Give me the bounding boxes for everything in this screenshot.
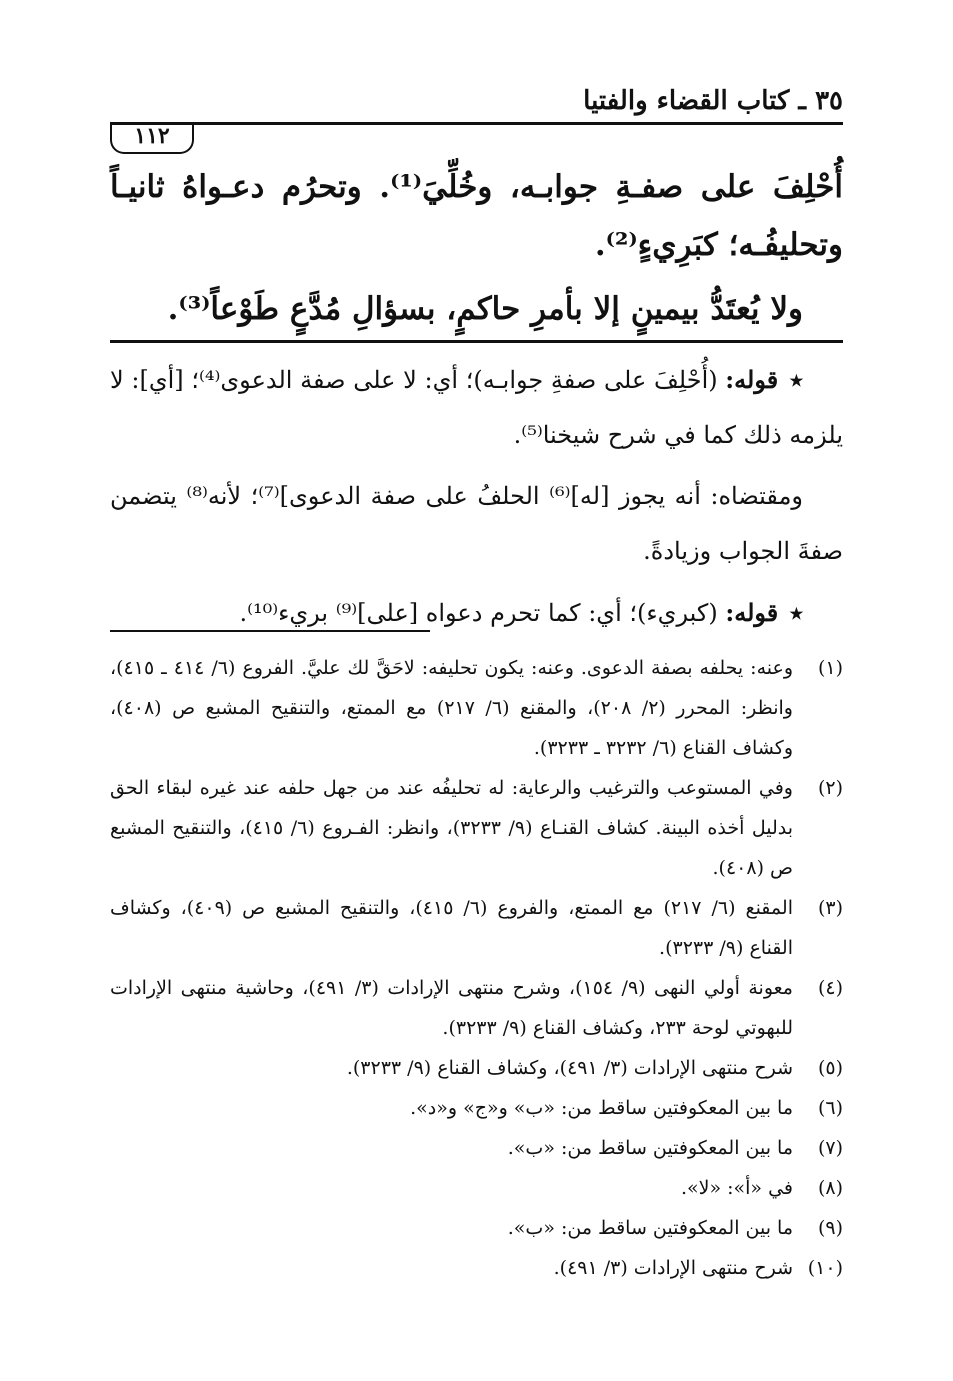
footnote-number: (٢): [817, 777, 843, 799]
footnote-text: معونة أولي النهى (٩/ ١٥٤)، وشرح منتهى الإرادات (٣/ ٤٩١)، وحاشية منتهى الإرادات للبهوتي لوحة ٢٣٣، وكشاف القناع (٩/ ٣٢٣٣).: [110, 977, 793, 1039]
commentary-label: قوله:: [725, 365, 779, 394]
footnote-text: ما بين المعكوفتين ساقط من: «ب».: [507, 1137, 793, 1159]
commentary-text: ومقتضاه: أنه يجوز [له]⁽⁶⁾ الحلفُ على صفة الدعوى]⁽⁷⁾؛ لأنه⁽⁸⁾ يتضمن صفةَ الجواب وزيادةً.: [110, 482, 843, 565]
footnote: [110, 1128, 843, 1168]
commentary-paragraph-1: [110, 352, 843, 463]
footnote-text: ما بين المعكوفتين ساقط من: «ب» و«ج» و«د».: [410, 1097, 793, 1119]
separator-rule: [110, 340, 843, 343]
footnote-rule: [110, 630, 430, 632]
footnote-number: (١٠): [807, 1257, 843, 1279]
footnote-text: شرح منتهى الإرادات (٣/ ٤٩١)، وكشاف القناع (٩/ ٣٢٣٣).: [346, 1057, 793, 1079]
header-rule: [110, 122, 843, 125]
footnote: [110, 648, 843, 768]
footnote: [110, 1248, 843, 1288]
page-number: ١١٢: [110, 122, 194, 154]
main-text: [110, 158, 843, 338]
chapter-title: ٣٥ ـ كتاب القضاء والفتيا: [583, 86, 843, 116]
commentary: [110, 352, 843, 647]
footnote-number: (٦): [817, 1097, 843, 1119]
footnote: [110, 888, 843, 968]
commentary-paragraph-3: [110, 585, 843, 641]
matn-line-2: ولا يُعتَدُّ بيمينٍ إلا بأمرِ حاكمٍ، بسؤالِ مُدَّعٍ طَوْعاً⁽³⁾.: [167, 291, 803, 327]
footnote-number: (١): [817, 657, 843, 679]
footnote: [110, 1048, 843, 1088]
commentary-label: قوله:: [725, 598, 779, 627]
footnote-number: (٩): [817, 1217, 843, 1239]
footnote-number: (٨): [817, 1177, 843, 1199]
footnote: [110, 768, 843, 888]
footnote-number: (٣): [817, 897, 843, 919]
matn-line-1: أُحْلِفَ على صفـةِ جوابـه، وخُلِّيَ⁽¹⁾. وتحرُم دعـواهُ ثانيـاً وتحليفُـه؛ كبَرِيءٍ⁽²⁾.: [110, 169, 843, 263]
footnote-text: المقنع (٦/ ٢١٧) مع الممتع، والفروع (٦/ ٤١٥)، والتنقيح المشبع ص (٤٠٩)، وكشاف القناع (٩/ ٣٢٣٣).: [110, 897, 793, 959]
footnote: [110, 1168, 843, 1208]
footnote: [110, 968, 843, 1048]
commentary-text: (كبريء)؛ أي: كما تحرم دعواه [على]⁽⁹⁾ بريء⁽¹⁰⁾.: [239, 599, 718, 627]
star-icon: ٭: [789, 365, 803, 394]
footnote: [110, 1208, 843, 1248]
footnote-text: شرح منتهى الإرادات (٣/ ٤٩١).: [553, 1257, 793, 1279]
footnote-text: ما بين المعكوفتين ساقط من: «ب».: [507, 1217, 793, 1239]
commentary-text: (أُحْلِفَ على صفةِ جوابـه)؛ أي: لا على صفة الدعوى⁽⁴⁾؛ [أي]: لا يلزمه ذلك كما في شرح شيخنا⁽⁵⁾.: [110, 366, 843, 449]
footnote-text: وفي المستوعب والترغيب والرعاية: له تحليفُه عند من جهل حلفه عند غيره لبقاء الحق بدليل أخذه البينة. كشاف القنـاع (٩/ ٣٢٣٣)، وانظر: الفـروع (٦/ ٤١٥)، والتنقيح المشبع ص (٤٠٨).: [110, 777, 793, 879]
footnote: [110, 1088, 843, 1128]
star-icon: ٭: [789, 598, 803, 627]
page-header: [110, 82, 843, 149]
commentary-paragraph-2: [110, 469, 843, 579]
footnote-text: في «أ»: «لا».: [680, 1177, 793, 1199]
footnotes: [110, 648, 843, 1288]
footnote-number: (٤): [817, 977, 843, 999]
footnote-number: (٥): [817, 1057, 843, 1079]
footnote-text: وعنه: يحلفه بصفة الدعوى. وعنه: يكون تحليفه: لاحَقَّ لك عليَّ. الفروع (٦/ ٤١٤ ـ ٤١٥)، وانظر: المحرر (٢/ ٢٠٨)، والمقنع (٦/ ٢١٧) مع الممتع، والتنقيح المشبع ص (٤٠٨)، وكشاف القناع (٦/ ٣٢٣٢ ـ ٣٢٣٣).: [110, 657, 793, 759]
footnote-number: (٧): [817, 1137, 843, 1159]
